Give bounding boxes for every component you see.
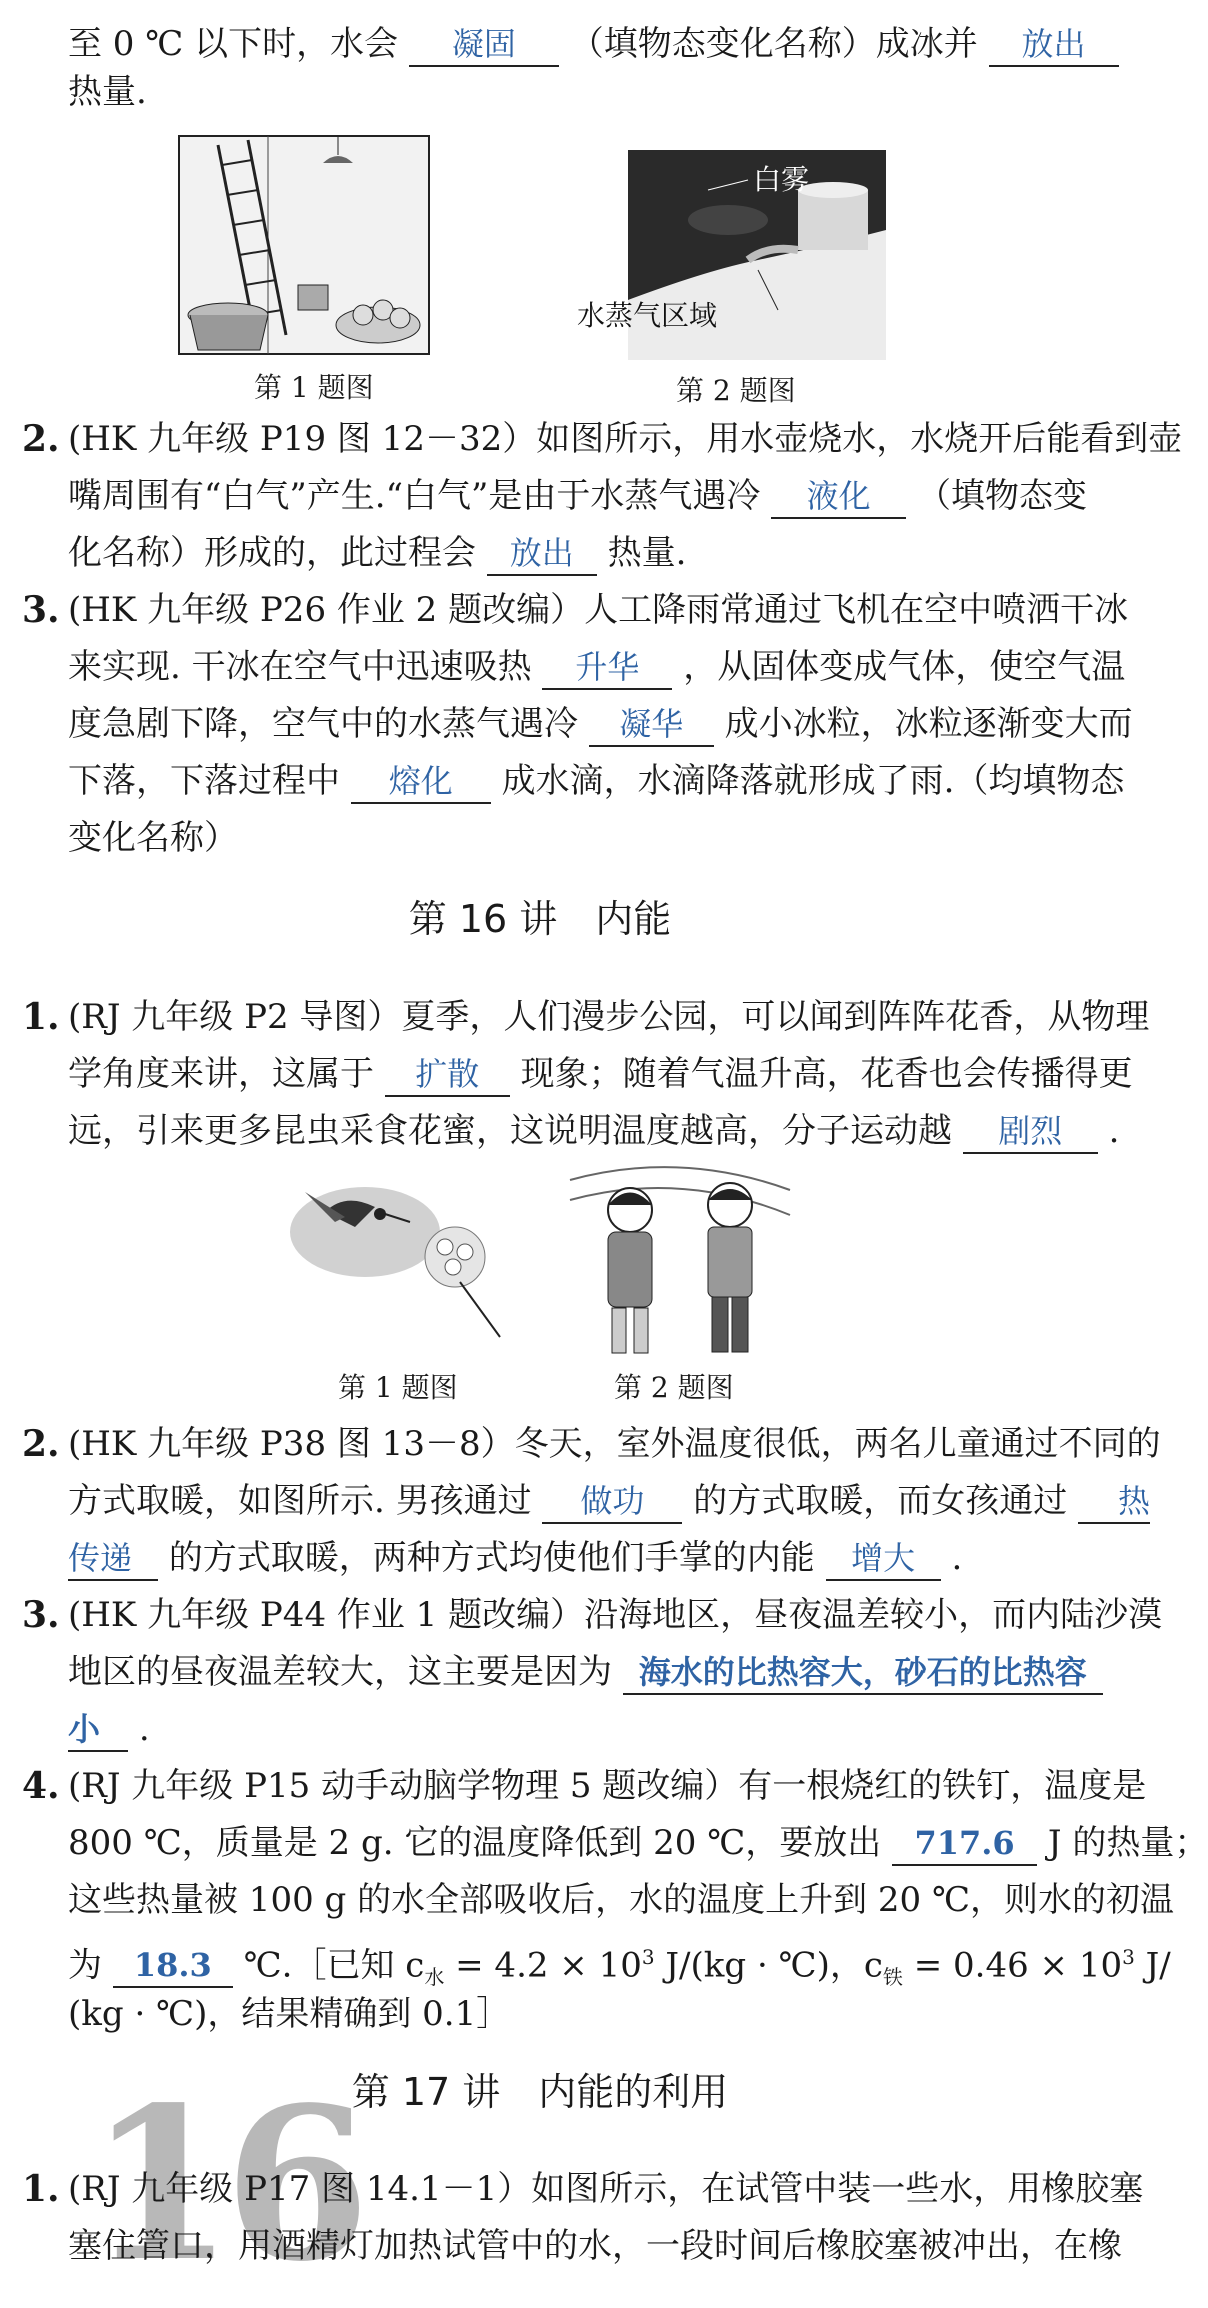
question-number: 1. [22, 2168, 60, 2210]
text-line: (RJ 九年级 P2 导图）夏季，人们漫步公园，可以闻到阵阵花香，从物理 [68, 997, 1150, 1037]
text-line: 小 . [68, 1705, 150, 1753]
answer-blank: 做功 [542, 1480, 682, 1524]
answer-blank: 升华 [542, 646, 672, 690]
text-line: 方式取暖，如图所示. 男孩通过 做功 的方式取暖，而女孩通过 热 [68, 1477, 1150, 1525]
answer-blank: 凝华 [589, 703, 714, 747]
text-line: 地区的昼夜温差较大，这主要是因为 海水的比热容大，砂石的比热容 [68, 1648, 1103, 1696]
figure-cellar [178, 135, 430, 355]
answer-blank: 熔化 [351, 760, 491, 804]
question-number: 3. [22, 589, 60, 631]
text-line: (kg · ℃)，结果精确到 0.1］ [68, 1994, 511, 2034]
text-line: 热量. [68, 72, 147, 112]
answer-blank: 传递 [68, 1537, 158, 1581]
question-number: 1. [22, 996, 60, 1038]
answer-blank: 717.6 [892, 1822, 1037, 1866]
figure-caption: 第 1 题图 [338, 1371, 458, 1404]
answer-blank: 18.3 [113, 1944, 233, 1988]
text-line: (RJ 九年级 P15 动手动脑学物理 5 题改编）有一根烧红的铁钉，温度是 [68, 1766, 1147, 1806]
text-line: 化名称）形成的，此过程会 放出 热量. [68, 529, 686, 577]
answer-blank: 凝固 [409, 23, 559, 67]
text-line: 为 18.3 ℃.［已知 $c_水 = 4.2 \times 10^3$ J/(kg · ℃)，$c_铁 = 0.46 \times 10^3$ J/ [68, 1945, 1171, 1990]
text-line: 来实现. 干冰在空气中迅速吸热 升华 ，从固体变成气体，使空气温 [68, 643, 1125, 691]
text-line: 800 ℃，质量是 2 g. 它的温度降低到 20 ℃，要放出 717.6 J 的热量； [68, 1819, 1208, 1867]
text-line: 塞住管口，用酒精灯加热试管中的水，一段时间后橡胶塞被冲出，在橡 [68, 2226, 1122, 2266]
figure-caption: 第 2 题图 [614, 1371, 734, 1404]
text-line: (HK 九年级 P26 作业 2 题改编）人工降雨常通过飞机在空中喷洒干冰 [68, 590, 1129, 630]
figure-bird-flower [285, 1172, 515, 1342]
answer-blank: 扩散 [385, 1053, 510, 1097]
page-number-watermark: 16 [88, 2061, 361, 2308]
text-line: 下落，下落过程中 熔化 成水滴，水滴降落就形成了雨.（均填物态 [68, 757, 1124, 805]
answer-blank: 海水的比热容大，砂石的比热容 [623, 1651, 1103, 1695]
text-line: 这些热量被 100 g 的水全部吸收后，水的温度上升到 20 ℃，则水的初温 [68, 1880, 1174, 1920]
figure-caption: 第 1 题图 [254, 371, 374, 404]
question-number: 4. [22, 1765, 60, 1807]
text-line: 度急剧下降，空气中的水蒸气遇冷 凝华 成小冰粒，冰粒逐渐变大而 [68, 700, 1133, 748]
text-line: 至 0 ℃ 以下时，水会 凝固 （填物态变化名称）成冰并 放出 [68, 20, 1119, 68]
question-number: 2. [22, 418, 60, 460]
answer-blank: 放出 [989, 23, 1119, 67]
text-line: (RJ 九年级 P17 图 14.1－1）如图所示，在试管中装一些水，用橡胶塞 [68, 2169, 1144, 2209]
text-line: 学角度来讲，这属于 扩散 现象；随着气温升高，花香也会传播得更 [68, 1050, 1133, 1098]
section-title: 第 16 讲 内能 [408, 897, 672, 941]
figure-label-mist: 白雾 [753, 163, 810, 196]
figure-caption: 第 2 题图 [676, 374, 796, 407]
section-title: 第 17 讲 内能的利用 [351, 2070, 729, 2114]
text-line: 传递 的方式取暖，两种方式均使他们手掌的内能 增大 . [68, 1534, 962, 1582]
text-line: 嘴周围有“白气”产生.“白气”是由于水蒸气遇冷 液化 （填物态变 [68, 472, 1087, 520]
question-number: 2. [22, 1423, 60, 1465]
answer-blank: 剧烈 [963, 1110, 1098, 1154]
figure-two-children [560, 1160, 800, 1360]
text-line: 变化名称） [68, 818, 238, 858]
text-line: 远，引来更多昆虫采食花蜜，这说明温度越高，分子运动越 剧烈 . [68, 1107, 1119, 1155]
answer-blank: 增大 [826, 1537, 941, 1581]
text-line: (HK 九年级 P19 图 12－32）如图所示，用水壶烧水，水烧开后能看到壶 [68, 419, 1183, 459]
text-line: (HK 九年级 P38 图 13－8）冬天，室外温度很低，两名儿童通过不同的 [68, 1424, 1161, 1464]
answer-blank: 放出 [487, 532, 597, 576]
figure-label-vapor: 水蒸气区域 [577, 299, 718, 332]
question-number: 3. [22, 1594, 60, 1636]
answer-blank: 液化 [771, 475, 906, 519]
text-line: (HK 九年级 P44 作业 1 题改编）沿海地区，昼夜温差较小，而内陆沙漠 [68, 1595, 1163, 1635]
answer-blank: 热 [1078, 1480, 1150, 1524]
answer-blank: 小 [68, 1708, 128, 1752]
